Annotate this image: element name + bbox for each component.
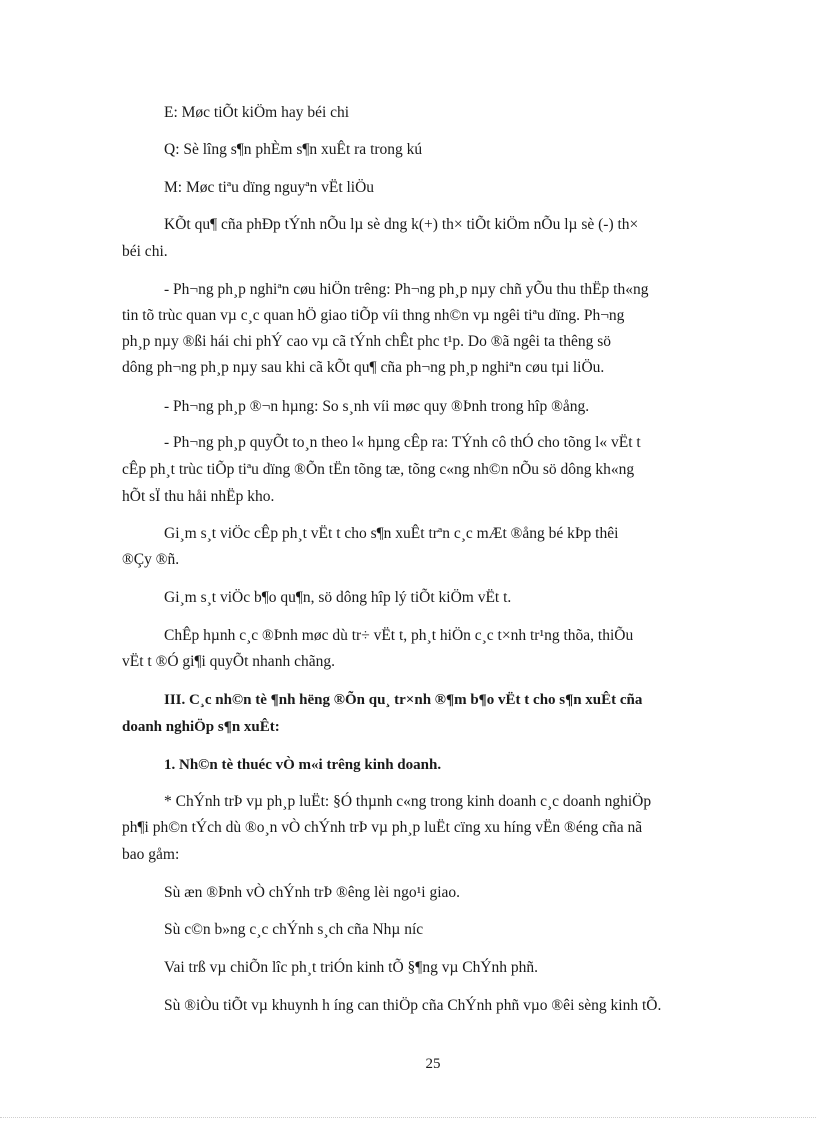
- text-line: Sù ®iÒu tiÕt vµ khuynh h íng can thiÖp cña ChÝnh phñ vµo ®êi sèng kinh tÕ.: [164, 997, 662, 1014]
- text-line: - Ph¬ng ph¸p nghiªn cøu hiÖn trêng: Ph¬ng ph¸p nµy chñ yÕu thu thËp th«ng: [164, 281, 649, 298]
- section-heading: III. C¸c nh©n tè ¶nh hëng ®Õn qu¸ tr×nh ®¶m b¶o vËt t cho s¶n xuÊt cña: [164, 692, 643, 708]
- text-line: cÊp ph¸t trùc tiÕp tiªu dïng ®Õn tËn tõng tæ, tõng c«ng nh©n nÕu sö dông kh«ng: [122, 461, 635, 478]
- text-line: ph¸p nµy ®ßi hái chi phÝ cao vµ cã tÝnh chÊt phc t¹p. Do ®ã ngêi ta thêng sö: [122, 333, 611, 350]
- section-heading: doanh nghiÖp s¶n xuÊt:: [122, 719, 280, 735]
- text-line: Q: Sè lîng s¶n phÈm s¶n xuÊt ra trong kú: [164, 141, 423, 158]
- page-number: 25: [425, 1056, 441, 1072]
- text-line: - Ph¬ng ph¸p quyÕt to¸n theo l« hµng cÊp ra: TÝnh cô thÓ cho tõng l« vËt t: [164, 434, 641, 451]
- text-line: dông ph¬ng ph¸p nµy sau khi cã kÕt qu¶ cña ph¬ng ph¸p nghiªn cøu tµi liÖu.: [122, 359, 605, 376]
- text-line: ®Çy ®ñ.: [122, 551, 180, 568]
- text-line: ph¶i ph©n tÝch dù ®o¸n vÒ chÝnh trÞ vµ ph¸p luËt cïng xu híng vËn ®éng cña nã: [122, 819, 643, 836]
- text-line: vËt t ®Ó gi¶i quyÕt nhanh chãng.: [122, 653, 335, 670]
- text-line: bao gåm:: [122, 846, 180, 863]
- text-line: Gi¸m s¸t viÖc cÊp ph¸t vËt t cho s¶n xuÊt trªn c¸c mÆt ®ång bé kÞp thêi: [164, 525, 619, 542]
- text-line: * ChÝnh trÞ vµ ph¸p luËt: §Ó thµnh c«ng trong kinh doanh c¸c doanh nghiÖp: [164, 793, 652, 810]
- text-line: Vai trß vµ chiÕn lîc ph¸t triÓn kinh tÕ §¶ng vµ ChÝnh phñ.: [164, 959, 539, 976]
- text-line: béi chi.: [122, 243, 168, 260]
- text-line: KÕt qu¶ cña phÐp tÝnh nÕu lµ sè dng k(+) th× tiÕt kiÖm nÕu lµ sè (-) th×: [164, 216, 639, 233]
- text-line: hÕt sÏ thu håi nhËp kho.: [122, 488, 275, 505]
- text-line: Sù c©n b»ng c¸c chÝnh s¸ch cña Nhµ níc: [164, 921, 424, 938]
- text-line: tin tõ trùc quan vµ c¸c quan hÖ giao tiÕp víi thng nh©n vµ ngêi tiªu dïng. Ph¬ng: [122, 307, 625, 324]
- text-line: E: Møc tiÕt kiÖm hay béi chi: [164, 104, 350, 121]
- text-line: - Ph¬ng ph¸p ®¬n hµng: So s¸nh víi møc quy ®Þnh trong hîp ®ång.: [164, 398, 590, 415]
- page-bottom-divider: [0, 1117, 816, 1118]
- subsection-heading: 1. Nh©n tè thuéc vÒ m«i trêng kinh doanh.: [164, 757, 442, 773]
- text-line: M: Møc tiªu dïng nguyªn vËt liÖu: [164, 179, 375, 196]
- text-line: Gi¸m s¸t viÖc b¶o qu¶n, sö dông hîp lý tiÕt kiÖm vËt t.: [164, 589, 512, 606]
- text-line: Sù æn ®Þnh vÒ chÝnh trÞ ®êng lèi ngo¹i giao.: [164, 884, 460, 901]
- text-line: ChÊp hµnh c¸c ®Þnh møc dù tr÷ vËt t, ph¸t hiÖn c¸c t×nh tr¹ng thõa, thiÕu: [164, 627, 634, 644]
